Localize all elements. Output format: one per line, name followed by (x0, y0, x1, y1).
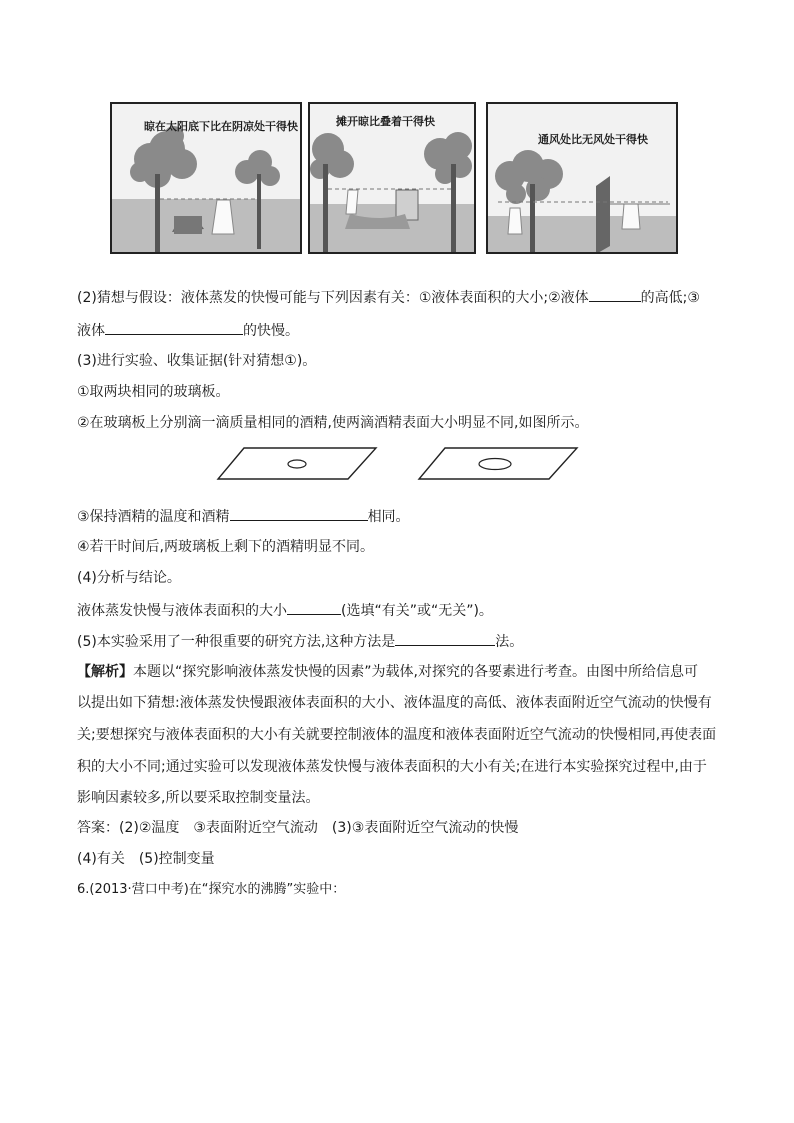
analysis-line-4: 积的大小不同;通过实验可以发现液体蒸发快慢与液体表面积的大小有关;在进行本实验探究过程中,由于 (77, 759, 707, 775)
q4-title: (4)分析与结论。 (77, 570, 181, 586)
q4-text-a: 液体蒸发快慢与液体表面积的大小 (77, 603, 287, 619)
panel2-caption: 摊开晾比叠着干得快 (336, 115, 435, 128)
answer-line-1: 答案：(2)②温度 ③表面附近空气流动 (3)③表面附近空气流动的快慢 (77, 820, 519, 836)
q2-text-d: 的快慢。 (243, 323, 299, 339)
analysis-line-1 (77, 662, 698, 682)
alcohol-drop-large (479, 459, 511, 470)
q4-blank[interactable] (287, 600, 341, 615)
figure-panel-spread-folded (308, 102, 476, 254)
q6-line: 6.(2013·营口中考)在“探究水的沸腾”实验中： (77, 882, 346, 897)
q5-text-b: 法。 (495, 634, 524, 650)
alcohol-drop-small (288, 460, 306, 468)
q3-step3-text-b: 相同。 (367, 509, 410, 525)
analysis-line-3: 关;要想探究与液体表面积的大小有关就要控制液体的温度和液体表面附近空气流动的快慢相同,再使表面 (77, 727, 717, 743)
q2-line-1 (77, 287, 700, 308)
q3-step-1: ①取两块相同的玻璃板。 (77, 384, 230, 400)
q2-blank-1[interactable] (589, 287, 641, 302)
q3-step-4: ④若干时间后,两玻璃板上剩下的酒精明显不同。 (77, 539, 374, 555)
q2-line-2 (77, 320, 299, 341)
answer-line-2: (4)有关 (5)控制变量 (77, 851, 215, 867)
panel3-caption: 通风处比无风处干得快 (538, 133, 648, 146)
analysis-label: 【解析】 (77, 664, 133, 680)
q2-blank-2[interactable] (105, 320, 243, 335)
q2-text-c: 液体 (77, 323, 105, 339)
analysis-line-5: 影响因素较多,所以要采取控制变量法。 (77, 790, 320, 806)
analysis-text-1: 本题以“探究影响液体蒸发快慢的因素”为载体,对探究的各要素进行考查。由图中所给信息可 (133, 664, 698, 680)
q3-title: (3)进行实验、收集证据(针对猜想①)。 (77, 353, 317, 369)
figure-panel-wind (486, 102, 678, 254)
q4-line (77, 600, 493, 621)
q3-step-2: ②在玻璃板上分别滴一滴质量相同的酒精,使两滴酒精表面大小明显不同,如图所示。 (77, 415, 589, 431)
analysis-line-2: 以提出如下猜想:液体蒸发快慢跟液体表面积的大小、液体温度的高低、液体表面附近空气流动的快慢有 (77, 695, 712, 711)
glass-plate-right (417, 446, 579, 482)
q5-text-a: (5)本实验采用了一种很重要的研究方法,这种方法是 (77, 634, 396, 650)
q4-text-b: (选填“有关”或“无关”)。 (341, 603, 493, 619)
q5-blank[interactable] (395, 631, 495, 646)
figure-panel-sun-shade (110, 102, 302, 254)
glass-plate-left (216, 446, 378, 482)
q2-text-a: (2)猜想与假设：液体蒸发的快慢可能与下列因素有关：①液体表面积的大小;②液体 (77, 290, 589, 306)
q3-step-3 (77, 506, 410, 527)
q3-blank[interactable] (230, 506, 368, 521)
q3-step3-text-a: ③保持酒精的温度和酒精 (77, 509, 230, 525)
q5-line (77, 631, 523, 652)
wind-illustration (488, 104, 678, 254)
panel1-caption: 晾在太阳底下比在阴凉处干得快 (144, 120, 298, 133)
q2-text-b: 的高低;③ (640, 290, 700, 306)
